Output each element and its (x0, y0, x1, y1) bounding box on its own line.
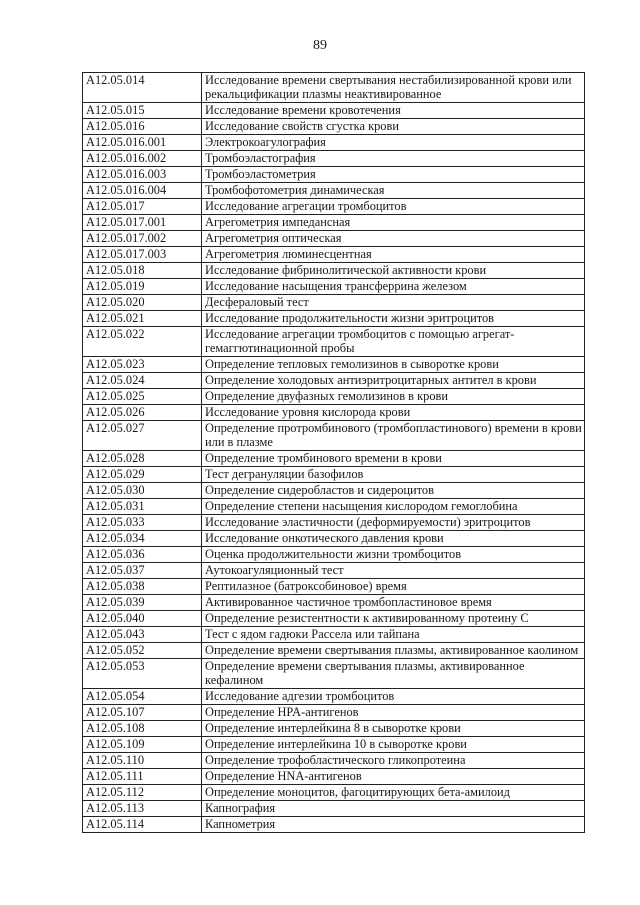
service-code: A12.05.114 (83, 817, 202, 833)
service-name: Капнография (202, 801, 585, 817)
service-name: Оценка продолжительности жизни тромбоцитов (202, 547, 585, 563)
table-row (83, 357, 585, 373)
table-row (83, 73, 585, 103)
service-name: Рептилазное (батроксобиновое) время (202, 579, 585, 595)
service-name: Десфераловый тест (202, 295, 585, 311)
table-row (83, 579, 585, 595)
table-row (83, 327, 585, 357)
service-name: Определение сидеробластов и сидероцитов (202, 483, 585, 499)
service-name: Определение HNA-антигенов (202, 769, 585, 785)
service-code: A12.05.034 (83, 531, 202, 547)
service-name: Определение холодовых антиэритроцитарных антител в крови (202, 373, 585, 389)
table-row (83, 421, 585, 451)
table-row (83, 151, 585, 167)
service-code: A12.05.023 (83, 357, 202, 373)
table-row (83, 135, 585, 151)
service-name: Исследование онкотического давления крови (202, 531, 585, 547)
table-row (83, 389, 585, 405)
service-code: A12.05.107 (83, 705, 202, 721)
table-row (83, 295, 585, 311)
table-row (83, 531, 585, 547)
service-code: A12.05.040 (83, 611, 202, 627)
service-code: A12.05.016.003 (83, 167, 202, 183)
service-code: A12.05.017.002 (83, 231, 202, 247)
table-row (83, 705, 585, 721)
table-row (83, 167, 585, 183)
service-code: A12.05.017.003 (83, 247, 202, 263)
service-code: A12.05.111 (83, 769, 202, 785)
service-code: A12.05.108 (83, 721, 202, 737)
table-row (83, 499, 585, 515)
service-name: Исследование времени свертывания нестабилизированной крови или рекальцификации плазмы неактивированное (202, 73, 585, 103)
table-row (83, 769, 585, 785)
table-row (83, 515, 585, 531)
service-code: A12.05.043 (83, 627, 202, 643)
service-name: Тест с ядом гадюки Рассела или тайпана (202, 627, 585, 643)
service-name: Агрегометрия импедансная (202, 215, 585, 231)
service-name: Определение времени свертывания плазмы, активированное каолином (202, 643, 585, 659)
service-code: A12.05.030 (83, 483, 202, 499)
table-row (83, 467, 585, 483)
service-name: Электрокоагулография (202, 135, 585, 151)
service-name: Тромбофотометрия динамическая (202, 183, 585, 199)
service-name: Агрегометрия люминесцентная (202, 247, 585, 263)
service-code: A12.05.014 (83, 73, 202, 103)
service-code: A12.05.029 (83, 467, 202, 483)
service-code: A12.05.039 (83, 595, 202, 611)
service-name: Определение резистентности к активированному протеину C (202, 611, 585, 627)
service-code: A12.05.017 (83, 199, 202, 215)
service-code: A12.05.022 (83, 327, 202, 357)
table-row (83, 215, 585, 231)
table-row (83, 199, 585, 215)
service-name: Исследование агрегации тромбоцитов (202, 199, 585, 215)
service-name: Исследование насыщения трансферрина железом (202, 279, 585, 295)
service-name: Определение моноцитов, фагоцитирующих бета-амилоид (202, 785, 585, 801)
page-number: 89 (313, 38, 327, 53)
service-code: A12.05.028 (83, 451, 202, 467)
service-code: A12.05.036 (83, 547, 202, 563)
service-code: A12.05.026 (83, 405, 202, 421)
service-code: A12.05.112 (83, 785, 202, 801)
service-code: A12.05.037 (83, 563, 202, 579)
service-name: Капнометрия (202, 817, 585, 833)
table-row (83, 753, 585, 769)
service-code: A12.05.017.001 (83, 215, 202, 231)
table-row (83, 721, 585, 737)
service-name: Определение протромбинового (тромбопластинового) времени в крови или в плазме (202, 421, 585, 451)
service-code: A12.05.019 (83, 279, 202, 295)
service-code: A12.05.016 (83, 119, 202, 135)
service-name: Определение HPA-антигенов (202, 705, 585, 721)
service-name: Исследование фибринолитической активности крови (202, 263, 585, 279)
service-name: Определение времени свертывания плазмы, активированное кефалином (202, 659, 585, 689)
table-row (83, 451, 585, 467)
service-code: A12.05.015 (83, 103, 202, 119)
service-name: Агрегометрия оптическая (202, 231, 585, 247)
service-code: A12.05.016.004 (83, 183, 202, 199)
table-row (83, 183, 585, 199)
table-row (83, 311, 585, 327)
service-name: Определение тромбинового времени в крови (202, 451, 585, 467)
table-row (83, 627, 585, 643)
service-name: Аутокоагуляционный тест (202, 563, 585, 579)
service-code: A12.05.052 (83, 643, 202, 659)
table-row (83, 737, 585, 753)
table-row (83, 801, 585, 817)
service-code: A12.05.033 (83, 515, 202, 531)
service-code: A12.05.110 (83, 753, 202, 769)
service-name: Активированное частичное тромбопластиновое время (202, 595, 585, 611)
service-name: Определение степени насыщения кислородом гемоглобина (202, 499, 585, 515)
service-name: Тест дегрануляции базофилов (202, 467, 585, 483)
service-code: A12.05.109 (83, 737, 202, 753)
table-row (83, 785, 585, 801)
table-row (83, 483, 585, 499)
service-code: A12.05.031 (83, 499, 202, 515)
service-name: Исследование эластичности (деформируемости) эритроцитов (202, 515, 585, 531)
table-row (83, 659, 585, 689)
service-name: Определение трофобластического гликопротеина (202, 753, 585, 769)
service-code: A12.05.038 (83, 579, 202, 595)
service-code: A12.05.016.001 (83, 135, 202, 151)
services-table (82, 72, 585, 833)
table-row (83, 373, 585, 389)
table-row (83, 643, 585, 659)
service-name: Определение двуфазных гемолизинов в крови (202, 389, 585, 405)
table-row (83, 595, 585, 611)
service-code: A12.05.016.002 (83, 151, 202, 167)
service-name: Определение интерлейкина 10 в сыворотке крови (202, 737, 585, 753)
table-row (83, 611, 585, 627)
services-table-body (83, 73, 585, 833)
service-code: A12.05.025 (83, 389, 202, 405)
service-code: A12.05.021 (83, 311, 202, 327)
service-name: Исследование продолжительности жизни эритроцитов (202, 311, 585, 327)
service-code: A12.05.024 (83, 373, 202, 389)
table-row (83, 247, 585, 263)
table-row (83, 119, 585, 135)
table-row (83, 563, 585, 579)
service-code: A12.05.113 (83, 801, 202, 817)
service-name: Тромбоэластометрия (202, 167, 585, 183)
service-name: Исследование агрегации тромбоцитов с помощью агрегат-гемаггютинационной пробы (202, 327, 585, 357)
service-name: Исследование уровня кислорода крови (202, 405, 585, 421)
service-name: Исследование свойств сгустка крови (202, 119, 585, 135)
service-code: A12.05.027 (83, 421, 202, 451)
service-name: Тромбоэластография (202, 151, 585, 167)
table-row (83, 405, 585, 421)
service-code: A12.05.018 (83, 263, 202, 279)
table-row (83, 103, 585, 119)
service-code: A12.05.054 (83, 689, 202, 705)
table-row (83, 547, 585, 563)
table-row (83, 817, 585, 833)
table-row (83, 279, 585, 295)
service-code: A12.05.053 (83, 659, 202, 689)
table-row (83, 689, 585, 705)
service-name: Исследование времени кровотечения (202, 103, 585, 119)
service-name: Определение интерлейкина 8 в сыворотке крови (202, 721, 585, 737)
service-name: Исследование адгезии тромбоцитов (202, 689, 585, 705)
table-row (83, 263, 585, 279)
service-code: A12.05.020 (83, 295, 202, 311)
service-name: Определение тепловых гемолизинов в сыворотке крови (202, 357, 585, 373)
table-row (83, 231, 585, 247)
